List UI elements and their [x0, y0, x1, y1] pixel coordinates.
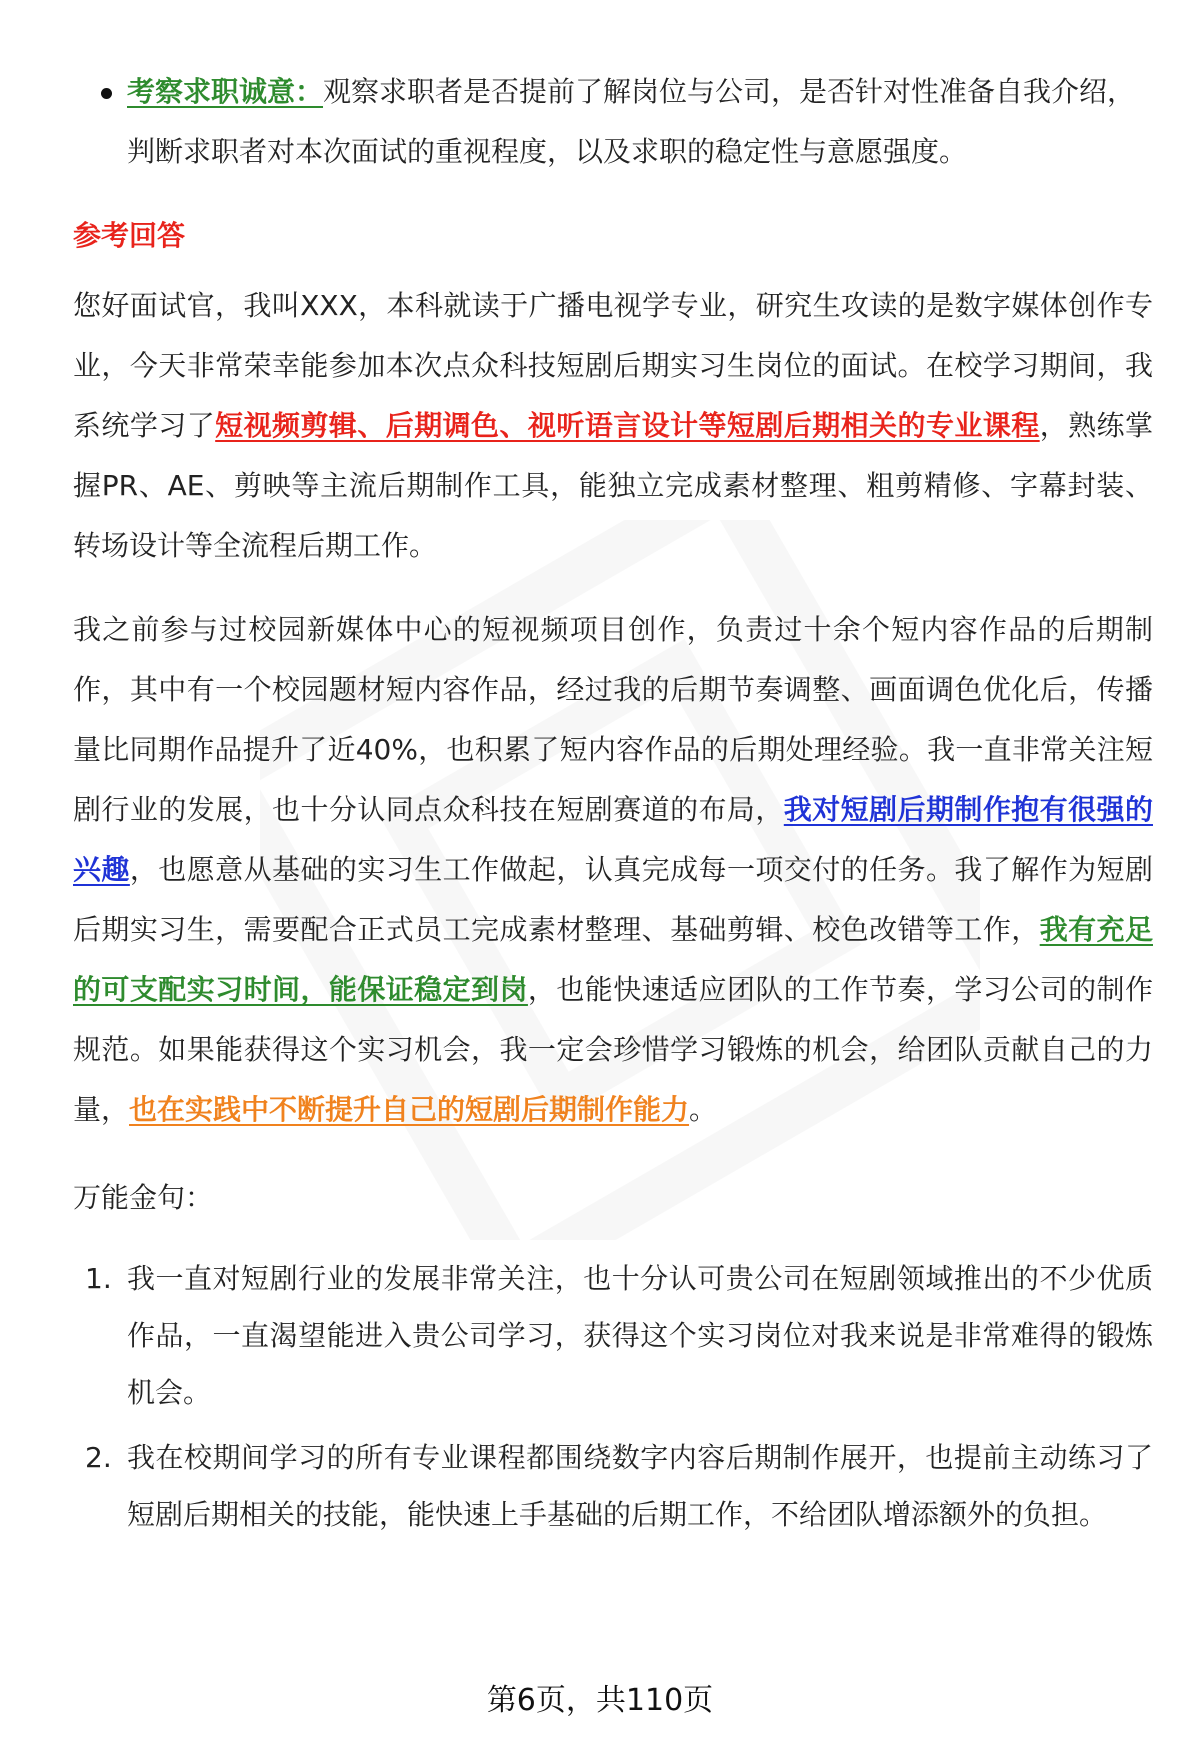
- highlight-green: 我有充足的可支配实习时间，能保证稳定到岗: [73, 913, 1153, 1006]
- paragraph-text: 您好面试官，我叫XXX，本科就读于广播电视学专业，研究生攻读的是数字媒体创作专业，今天非常荣幸能参加本次点众科技短剧后期实习生岗位的面试。在校学习期间，我系统学习了: [73, 289, 1153, 442]
- bullet-label: 考察求职诚意：: [127, 75, 324, 108]
- list-marker: 1.: [85, 1262, 112, 1295]
- highlight-orange: 也在实践中不断提升自己的短剧后期制作能力: [129, 1093, 690, 1126]
- section-title: 参考回答: [73, 219, 186, 252]
- golden-sentences-label: 万能金句：: [73, 1181, 214, 1214]
- list-marker: 2.: [85, 1441, 112, 1474]
- document-page: [73, 62, 1153, 1551]
- paragraph-text: ，也能快速适应团队的工作节奏，学习公司的制作规范。如果能获得这个实习机会，我一定会珍惜学习锻炼的机会，给团队贡献自己的力量，: [73, 973, 1153, 1126]
- answer-paragraph-2: [73, 600, 1153, 1140]
- bullet-text: 观察求职者是否提前了解岗位与公司，是否针对性准备自我介绍，判断求职者对本次面试的重视程度，以及求职的稳定性与意愿强度。: [127, 75, 1136, 168]
- paragraph-text: ，也愿意从基础的实习生工作做起，认真完成每一项交付的任务。我了解作为短剧后期实习生，需要配合正式员工完成素材整理、基础剪辑、校色改错等工作，: [73, 853, 1153, 946]
- list-item-text: 我一直对短剧行业的发展非常关注，也十分认可贵公司在短剧领域推出的不少优质作品，一直渴望能进入贵公司学习，获得这个实习岗位对我来说是非常难得的锻炼机会。: [127, 1262, 1153, 1409]
- page-number: 第6页，共110页: [486, 1683, 714, 1718]
- list-item-text: 我在校期间学习的所有专业课程都围绕数字内容后期制作展开，也提前主动练习了短剧后期相关的技能，能快速上手基础的后期工作，不给团队增添额外的负担。: [127, 1441, 1153, 1531]
- list-item: [73, 1429, 1153, 1543]
- highlight-red: 短视频剪辑、后期调色、视听语言设计等短剧后期相关的专业课程: [215, 409, 1040, 442]
- highlight-blue: 我对短剧后期制作抱有很强的兴趣: [73, 793, 1153, 886]
- golden-sentences-list: [73, 1250, 1153, 1543]
- paragraph-text: 。: [689, 1093, 718, 1126]
- paragraph-text: 我之前参与过校园新媒体中心的短视频项目创作，负责过十余个短内容作品的后期制作，其中有一个校园题材短内容作品，经过我的后期节奏调整、画面调色优化后，传播量比同期作品提升了近40%，也积累了短内容作品的后期处理经验。我一直非常关注短剧行业的发展，也十分认同点众科技在短剧赛道的布局，: [73, 613, 1153, 826]
- answer-paragraph-1: [73, 276, 1153, 576]
- list-item: [73, 1250, 1153, 1421]
- bullet-item: [73, 62, 1153, 182]
- bullet-dot-icon: [101, 88, 112, 99]
- paragraph-text: ，熟练掌握PR、AE、剪映等主流后期制作工具，能独立完成素材整理、粗剪精修、字幕封装、转场设计等全流程后期工作。: [73, 409, 1153, 562]
